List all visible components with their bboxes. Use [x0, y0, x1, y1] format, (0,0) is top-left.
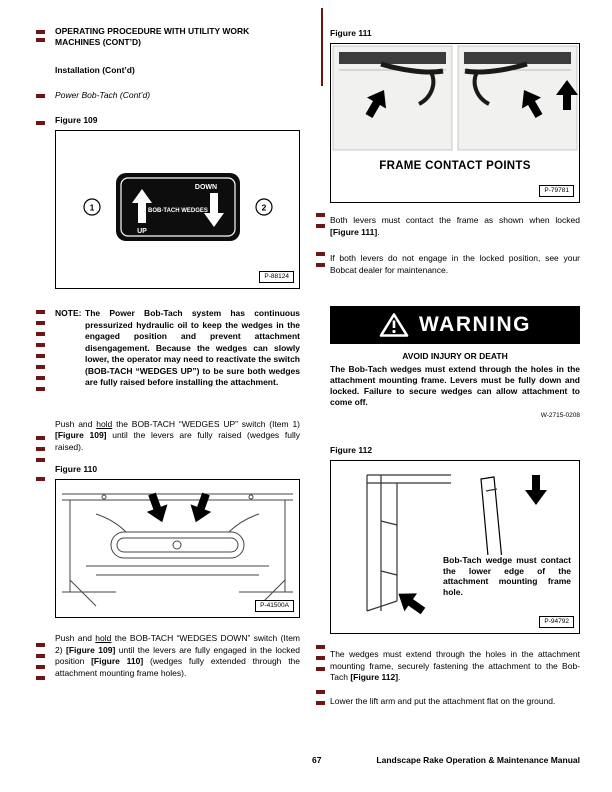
levers-locked-illustration [56, 480, 299, 615]
paragraph-lower-lift: Lower the lift arm and put the attachment flat on the ground. [330, 695, 556, 706]
photo-id-badge: P-41500A [255, 600, 294, 612]
wedges-switch-illustration [56, 131, 299, 286]
figure-109-reference: [Figure 109] [55, 430, 107, 440]
section-heading-line2: MACHINES (CONT’D) [55, 37, 141, 47]
warning-body: The Bob-Tach wedges must extend through the holes in the attachment mounting frame. Levers must be fully down and locked. Failure to secure wedges can allow attachment to come off. [330, 364, 580, 407]
text-run: Push and [55, 418, 97, 429]
paragraph-wedges-down [55, 633, 300, 679]
change-bar [316, 667, 325, 671]
paragraph-dealer: If both levers do not engage in the locked position, see your Bobcat dealer for maintenance. [330, 253, 580, 275]
switch-down-label: DOWN [194, 184, 218, 191]
wedge-engagement-illustration [331, 461, 579, 631]
text-run: until the levers are fully raised (wedges fully raised). [55, 430, 300, 452]
text-run: until the levers are fully engaged in the locked position [55, 644, 300, 666]
right-column [330, 28, 580, 707]
figure-109-label: Figure 109 [55, 115, 98, 125]
figure-112 [330, 460, 580, 634]
left-contact-photo [333, 46, 452, 150]
figure-111 [330, 43, 580, 203]
change-bar [36, 38, 45, 42]
change-bar [36, 387, 45, 391]
frame-contact-photos [331, 44, 579, 152]
paragraph-levers-contact [330, 215, 580, 238]
change-bar [36, 376, 45, 380]
photo-id-badge: P-94792 [539, 616, 574, 628]
change-bar [36, 665, 45, 669]
photo-id-badge: P-79781 [539, 185, 574, 197]
text-run: Both levers must contact the frame as shown when locked [330, 215, 580, 225]
figure-caption: FRAME CONTACT POINTS [379, 160, 531, 172]
switch-up-label: UP [137, 228, 147, 235]
warning-title: WARNING [419, 313, 531, 336]
warning-triangle-icon [379, 312, 409, 338]
item-2-number: 2 [261, 202, 267, 213]
text-run: . [377, 226, 380, 237]
change-bar [316, 645, 325, 649]
change-bar [36, 477, 45, 481]
warning-banner [330, 306, 580, 344]
change-bar [36, 447, 45, 451]
change-bar [36, 343, 45, 347]
text-run: The wedges must extend through the holes in the attachment mounting frame, securely fastening the attachment to the Bob-Tach [330, 649, 580, 682]
change-bar [36, 354, 45, 358]
figure-109 [55, 130, 300, 289]
change-bar [36, 654, 45, 658]
right-pointer-arrow-icon [185, 490, 216, 526]
switch-panel [116, 173, 240, 241]
figure-111-reference: [Figure 111] [330, 226, 378, 237]
figure-callout-text: Bob-Tach wedge must contact the lower edge of the attachment mounting frame hole. [443, 555, 571, 597]
note-block [55, 308, 300, 389]
paragraph-wedges-up [55, 419, 300, 454]
figure-109-reference: [Figure 109] [66, 644, 116, 655]
lower-edge-arrow-icon [392, 585, 429, 620]
change-bar [316, 252, 325, 256]
figure-112-label: Figure 112 [330, 445, 373, 455]
change-bar [316, 690, 325, 694]
change-bar [36, 121, 45, 125]
installation-subheading: Installation (Cont’d) [55, 65, 135, 75]
change-bar [36, 365, 45, 369]
text-run: Push and [55, 633, 96, 643]
change-bar [36, 676, 45, 680]
item-1-number: 1 [89, 202, 95, 213]
change-bar [36, 643, 45, 647]
text-run: the BOB-TACH “WEDGES UP” switch (Item 1) [112, 418, 300, 429]
left-column [55, 26, 300, 679]
change-bar [36, 436, 45, 440]
photo-id-badge: P-88124 [259, 271, 294, 283]
change-bar [316, 224, 325, 228]
warning-code: W-2715-0208 [540, 412, 580, 419]
text-run: . [398, 672, 401, 682]
figure-111-label: Figure 111 [330, 28, 372, 38]
figure-110-label: Figure 110 [55, 464, 98, 474]
underlined-hold: hold [96, 418, 113, 429]
right-contact-photo [458, 46, 578, 150]
change-bar-vertical [321, 8, 323, 86]
change-bar [36, 30, 45, 34]
change-bar [316, 701, 325, 705]
warning-subtitle: AVOID INJURY OR DEATH [402, 351, 508, 361]
power-bobtach-subheading: Power Bob-Tach (Cont’d) [55, 90, 151, 100]
switch-center-label: BOB-TACH WEDGES [148, 208, 208, 214]
change-bar [36, 310, 45, 314]
text-run: (wedges fully extended through the attachment mounting frame holes). [55, 656, 301, 678]
figure-110 [55, 479, 300, 618]
wedge-down-arrow-icon [525, 475, 547, 505]
figure-110-reference: [Figure 110] [91, 656, 144, 666]
left-pointer-arrow-icon [142, 490, 173, 526]
change-bar [316, 656, 325, 660]
change-bar [316, 263, 325, 267]
warning-block [330, 306, 580, 419]
manual-title: Landscape Rake Operation & Maintenance Manual [376, 755, 580, 765]
note-label: NOTE: [55, 308, 82, 318]
note-text: The Power Bob-Tach system has continuous pressurized hydraulic oil to keep the wedges in the engaged position and prevent attachment disengagement. Because the wedges can slowly lower, the operator may need to reactivate the switch (BOB-TACH “WEDGES UP”) to be sure both wedges are fully raised before installing the attachment. [85, 308, 300, 387]
text-run: the BOB-TACH “WEDGES DOWN” switch (Item 2) [55, 633, 301, 655]
change-bar [36, 458, 45, 462]
change-bar [36, 332, 45, 336]
underlined-hold: hold [95, 633, 112, 643]
change-bar [36, 321, 45, 325]
section-heading-line1: OPERATING PROCEDURE WITH UTILITY WORK [55, 26, 250, 36]
page-number: 67 [312, 755, 322, 765]
change-bar [36, 94, 45, 98]
paragraph-wedges-extend [330, 649, 580, 684]
figure-112-reference: [Figure 112] [350, 672, 399, 682]
change-bar [316, 213, 325, 217]
